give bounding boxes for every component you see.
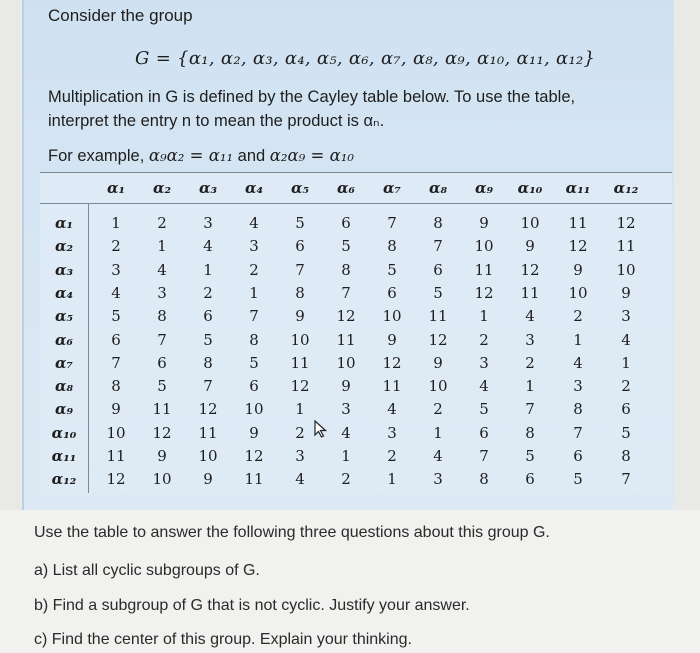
table-cell: 3 [479,353,489,372]
table-cell: 1 [203,260,213,279]
table-cell: 6 [295,237,305,256]
table-cell: 8 [621,447,631,465]
question-b: b) Find a subgroup of G that is not cyclic. Justify your answer. [34,597,470,614]
table-cell: 2 [573,307,583,326]
table-cell: 11 [290,353,310,372]
table-cell: 7 [249,307,259,326]
table-cell: 5 [295,214,305,232]
example-and: and [233,147,270,165]
table-cell: 10 [106,423,126,442]
example-equation-1: α₉α₂ = α₁₁ [148,146,234,165]
questions-intro: Use the table to answer the following three questions about this group G. [34,524,550,541]
column-header: α₂ [152,179,172,197]
table-cell: 6 [479,423,489,442]
table-cell: 2 [157,214,167,232]
table-cell: 12 [520,260,540,279]
table-cell: 10 [382,307,402,326]
table-cell: 3 [111,260,121,279]
table-cell: 3 [295,447,305,465]
table-cell: 4 [479,377,489,396]
table-cell: 12 [616,214,636,232]
table-cell: 2 [203,283,213,302]
table-cell: 1 [341,447,351,465]
table-cell: 11 [106,447,126,465]
table-cell: 11 [568,214,588,232]
question-c: c) Find the center of this group. Explain your thinking. [34,631,412,648]
table-cell: 9 [573,260,583,279]
table-cell: 6 [621,400,631,419]
column-header: α₁₀ [517,179,543,197]
multiplication-line-1: Multiplication in G is defined by the Cayley table below. To use the table, [48,88,576,106]
table-cell: 6 [203,307,213,326]
table-cell: 2 [387,447,397,465]
table-cell: 5 [157,377,167,396]
table-cell: 8 [249,330,259,349]
table-cell: 4 [387,400,397,419]
table-cell: 5 [525,447,535,465]
row-header: α₁₂ [51,470,77,489]
example-equation-2: α₂α₉ = α₁₀ [269,146,354,165]
table-cell: 12 [152,423,172,442]
table-cell: 3 [157,283,167,302]
table-cell: 10 [474,237,494,256]
row-header: α₁ [54,214,74,232]
table-cell: 7 [341,283,351,302]
table-cell: 12 [336,307,356,326]
table-cell: 6 [341,214,351,232]
table-cell: 2 [433,400,443,419]
column-header: α₉ [474,179,494,197]
table-cell: 8 [203,353,213,372]
table-cell: 11 [428,307,448,326]
table-cell: 8 [433,214,443,232]
table-cell: 10 [568,283,588,302]
table-cell: 5 [249,353,259,372]
table-cell: 7 [157,330,167,349]
table-cell: 12 [198,400,218,419]
table-cell: 11 [198,423,218,442]
table-cell: 1 [433,423,443,442]
table-cell: 4 [111,283,121,302]
table-cell: 4 [525,307,535,326]
row-header: α₈ [54,377,74,396]
table-cell: 6 [525,470,535,489]
table-cell: 5 [433,283,443,302]
table-cell: 7 [621,470,631,489]
table-cell: 9 [295,307,305,326]
table-cell: 9 [157,447,167,465]
table-cell: 8 [157,307,167,326]
table-cell: 7 [433,237,443,256]
table-cell: 11 [520,283,540,302]
column-header: α₁ [106,179,126,197]
table-cell: 5 [621,423,631,442]
table-cell: 2 [479,330,489,349]
table-cell: 1 [249,283,259,302]
table-cell: 11 [474,260,494,279]
table-cell: 3 [433,470,443,489]
table-cell: 4 [341,423,351,442]
column-header: α₇ [382,179,402,197]
table-cell: 8 [111,377,121,396]
cayley-table [40,172,672,493]
column-header: α₁₂ [613,179,639,197]
table-cell: 3 [387,423,397,442]
table-cell: 7 [203,377,213,396]
table-cell: 11 [244,470,264,489]
table-cell: 9 [111,400,121,419]
group-definition: G = {α₁, α₂, α₃, α₄, α₅, α₆, α₇, α₈, α₉, α₁₀, α₁₁, α₁₂} [135,48,596,69]
table-cell: 9 [387,330,397,349]
row-header: α₆ [54,330,74,349]
column-header: α₈ [428,179,448,197]
table-cell: 12 [474,283,494,302]
row-header: α₇ [54,353,74,372]
table-cell: 7 [525,400,535,419]
table-cell: 12 [290,377,310,396]
row-header: α₁₀ [51,423,77,442]
table-cell: 9 [621,283,631,302]
table-cell: 2 [295,423,305,442]
table-cell: 3 [249,237,259,256]
table-cell: 9 [433,353,443,372]
table-cell: 12 [568,237,588,256]
table-cell: 10 [336,353,356,372]
table-cell: 2 [249,260,259,279]
table-cell: 1 [573,330,583,349]
table-cell: 11 [382,377,402,396]
table-cell: 4 [621,330,631,349]
table-cell: 10 [616,260,636,279]
table-cell: 7 [479,447,489,465]
table-cell: 6 [111,330,121,349]
table-cell: 9 [525,237,535,256]
table-cell: 9 [249,423,259,442]
table-cell: 2 [621,377,631,396]
column-header: α₆ [336,179,356,197]
table-cell: 12 [382,353,402,372]
table-cell: 6 [249,377,259,396]
multiplication-line-2: interpret the entry n to mean the product is αₙ. [48,112,385,130]
mouse-pointer-icon [314,420,327,442]
table-cell: 9 [479,214,489,232]
table-cell: 7 [573,423,583,442]
table-cell: 8 [573,400,583,419]
question-a: a) List all cyclic subgroups of G. [34,562,260,579]
table-cell: 5 [573,470,583,489]
table-cell: 1 [157,237,167,256]
table-cell: 1 [525,377,535,396]
table-cell: 10 [198,447,218,465]
table-cell: 9 [203,470,213,489]
table-cell: 5 [479,400,489,419]
table-cell: 3 [525,330,535,349]
table-cell: 12 [428,330,448,349]
table-cell: 12 [244,447,264,465]
table-cell: 1 [479,307,489,326]
table-cell: 3 [621,307,631,326]
table-cell: 1 [111,214,121,232]
column-header: α₄ [244,179,264,197]
column-header: α₁₁ [565,179,591,197]
table-cell: 4 [157,260,167,279]
example-prefix: For example, [48,147,149,165]
intro-text: Consider the group [48,6,193,25]
table-cell: 7 [295,260,305,279]
row-header: α₂ [54,237,74,256]
table-cell: 7 [111,353,121,372]
table-cell: 8 [525,423,535,442]
table-cell: 2 [341,470,351,489]
table-cell: 6 [387,283,397,302]
table-cell: 1 [295,400,305,419]
row-header: α₁₁ [51,447,77,465]
table-cell: 6 [157,353,167,372]
table-cell: 4 [249,214,259,232]
column-header: α₅ [290,179,310,197]
table-cell: 8 [295,283,305,302]
table-cell: 6 [433,260,443,279]
table-cell: 10 [152,470,172,489]
table-cell: 5 [341,237,351,256]
table-cell: 1 [621,353,631,372]
table-cell: 4 [433,447,443,465]
column-header: α₃ [198,179,218,197]
table-cell: 9 [341,377,351,396]
row-header: α₃ [54,260,74,279]
table-cell: 5 [111,307,121,326]
row-header: α₄ [54,283,74,302]
table-cell: 3 [573,377,583,396]
table-cell: 10 [290,330,310,349]
table-cell: 11 [152,400,172,419]
table-cell: 10 [520,214,540,232]
table-cell: 3 [341,400,351,419]
table-cell: 1 [387,470,397,489]
table-cell: 10 [244,400,264,419]
table-cell: 11 [616,237,636,256]
table-cell: 8 [479,470,489,489]
table-cell: 2 [525,353,535,372]
row-header: α₅ [54,307,74,326]
table-cell: 8 [341,260,351,279]
table-cell: 8 [387,237,397,256]
table-cell: 4 [573,353,583,372]
table-cell: 5 [203,330,213,349]
table-cell: 4 [203,237,213,256]
row-header: α₉ [54,400,74,419]
table-cell: 12 [106,470,126,489]
example-line [48,146,354,166]
table-cell: 7 [387,214,397,232]
table-cell: 11 [336,330,356,349]
table-cell: 2 [111,237,121,256]
table-cell: 5 [387,260,397,279]
table-cell: 4 [295,470,305,489]
table-cell: 3 [203,214,213,232]
table-cell: 10 [428,377,448,396]
table-cell: 6 [573,447,583,465]
